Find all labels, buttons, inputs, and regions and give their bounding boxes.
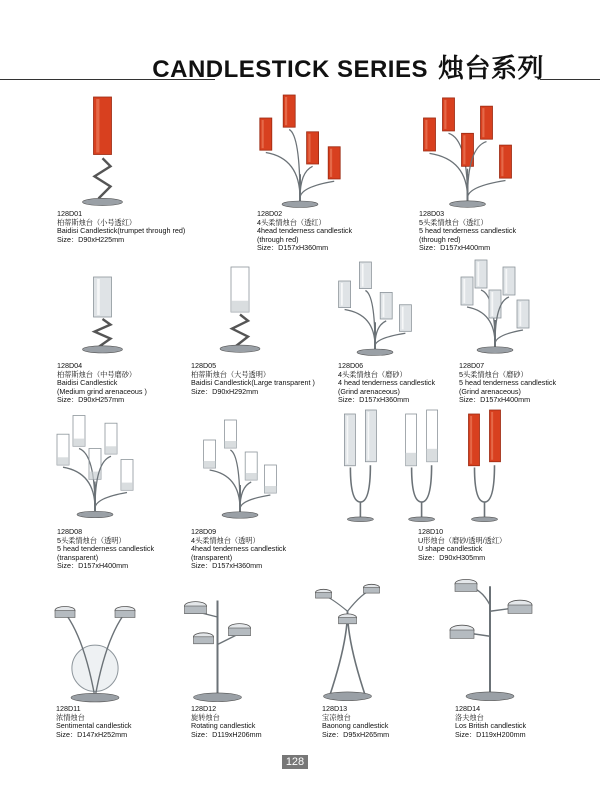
candlestick-illustration [335,262,415,357]
product-size: Size：D157xH360mm [257,243,329,253]
product-name-cn: 4头柔情烛台（磨砂） [338,369,407,379]
product-caption [57,528,154,571]
product-code: 128D13 [322,704,348,713]
product-code: 128D03 [419,209,445,218]
product-name-en: 4head tenderness candlestick [257,226,353,236]
product-image-128d07 [460,255,530,355]
title-chinese: 烛台系列 [437,54,544,84]
product-caption [57,210,185,244]
product-name-en: (Grind arenaceous) [459,386,521,396]
candlestick-illustration [460,255,530,355]
product-name-en: Rotating candlestick [191,721,256,731]
header-rule-right [540,79,600,80]
product-name-en: (Medium grind arenaceous ) [57,386,147,396]
candlestick-illustration [315,580,380,705]
candlestick-illustration [180,595,255,705]
product-size: Size：D90xH292mm [191,386,259,396]
product-code: 128D01 [57,209,83,218]
product-caption [57,362,147,405]
product-size: Size：D90xH305mm [418,552,486,562]
header-rule-left [0,79,215,80]
product-caption [56,705,132,739]
product-caption [191,528,286,571]
candlestick-illustration [200,420,280,520]
product-name-en: U shape candlestick [418,544,483,554]
product-size: Size：D90xH257mm [57,395,125,405]
product-caption [419,210,516,253]
product-name-en: Sentimental candlestick [56,721,132,731]
product-name-en: Baidisi Candlestick [57,378,118,388]
product-code: 128D07 [459,361,485,370]
product-caption [338,362,435,405]
product-size: Size：D157xH360mm [191,561,263,571]
product-image-128d08 [55,410,135,520]
product-name-en: Baidisi Candlestick(Large transparent ) [191,378,315,388]
candlestick-illustration [55,275,150,355]
product-name-cn: 柏蒂斯烛台（小号透红） [57,217,137,227]
page-header [0,0,600,84]
product-name-en: 4 head tenderness candlestick [338,378,436,388]
product-caption [322,705,389,739]
product-name-en: Baidisi Candlestick(trumpet through red) [57,226,186,236]
product-name-en: (transparent) [57,552,99,562]
candlestick-illustration [255,95,345,210]
product-caption [455,705,526,739]
candlestick-illustration [50,600,140,705]
product-name-cn: 宝凉烛台 [322,712,351,722]
product-name-cn: 旋转烛台 [191,712,220,722]
product-caption [257,210,352,253]
product-size: Size：D95xH265mm [322,729,390,739]
product-code: 128D08 [57,527,83,536]
candlestick-illustration [55,95,150,210]
product-code: 128D06 [338,361,364,370]
product-code: 128D10 [418,527,444,536]
product-image-128d03 [420,92,515,210]
product-name-en: (through red) [257,234,299,244]
product-code: 128D05 [191,361,217,370]
product-size: Size：D90xH225mm [57,234,125,244]
product-code: 128D04 [57,361,83,370]
candlestick-illustration [340,410,510,525]
product-code: 128D14 [455,704,481,713]
product-code: 128D11 [56,704,81,713]
product-size: Size：D147xH252mm [56,729,128,739]
product-name-cn: 5头柔情烛台（磨砂） [459,369,528,379]
product-name-en: 5 head tenderness candlestick [57,544,155,554]
product-size: Size：D157xH360mm [338,395,410,405]
product-caption [191,362,315,396]
product-size: Size：D119xH206mm [191,729,262,739]
product-name-cn: 浓情烛台 [56,712,85,722]
product-image-128d06 [335,262,415,357]
product-size: Size：D157xH400mm [459,395,531,405]
product-name-en: (Grind arenaceous) [338,386,400,396]
product-size: Size：D157xH400mm [419,243,491,253]
product-caption [191,705,262,739]
product-name-en: Baonong candlestick [322,721,389,731]
product-name-en: 5 head tenderness candlestick [459,378,557,388]
product-size: Size：D157xH400mm [57,561,129,571]
candlestick-illustration [420,92,515,210]
product-name-cn: 柏蒂斯烛台（大号透明） [191,369,271,379]
product-name-cn: 4头柔情烛台（透明） [191,535,260,545]
product-image-128d04 [55,275,150,355]
product-code: 128D12 [191,704,217,713]
product-size: Size：D119xH200mm [455,729,526,739]
product-caption [459,362,556,405]
candlestick-illustration [195,265,285,355]
product-name-cn: 4头柔情烛台（透红） [257,217,326,227]
product-code: 128D09 [191,527,217,536]
product-code: 128D02 [257,209,283,218]
product-image-128d12 [180,595,255,705]
product-image-128d14 [445,580,535,705]
product-name-cn: 洛夫烛台 [455,712,484,722]
product-image-128d05 [195,265,285,355]
product-name-en: 5 head tenderness candlestick [419,226,517,236]
candlestick-illustration [55,410,135,520]
product-name-en: 4head tenderness candlestick [191,544,287,554]
product-caption [418,528,506,562]
title-english: CANDLESTICK SERIES [152,56,428,83]
product-name-cn: 柏蒂斯烛台（中号磨砂） [57,369,137,379]
product-name-en: Los British candlestick [455,721,527,731]
product-name-cn: 5头柔情烛台（透红） [419,217,488,227]
product-image-128d10 [340,410,510,525]
product-name-en: (transparent) [191,552,233,562]
product-name-en: (through red) [419,234,461,244]
product-image-128d11 [50,600,140,705]
product-name-cn: 5头柔情烛台（透明） [57,535,126,545]
page-number: 128 [282,755,308,769]
candlestick-illustration [445,580,535,705]
product-name-cn: U形烛台（磨砂/透明/透红） [418,535,507,545]
product-image-128d13 [315,580,380,705]
product-image-128d02 [255,95,345,210]
product-image-128d09 [200,420,280,520]
product-image-128d01 [55,95,150,210]
